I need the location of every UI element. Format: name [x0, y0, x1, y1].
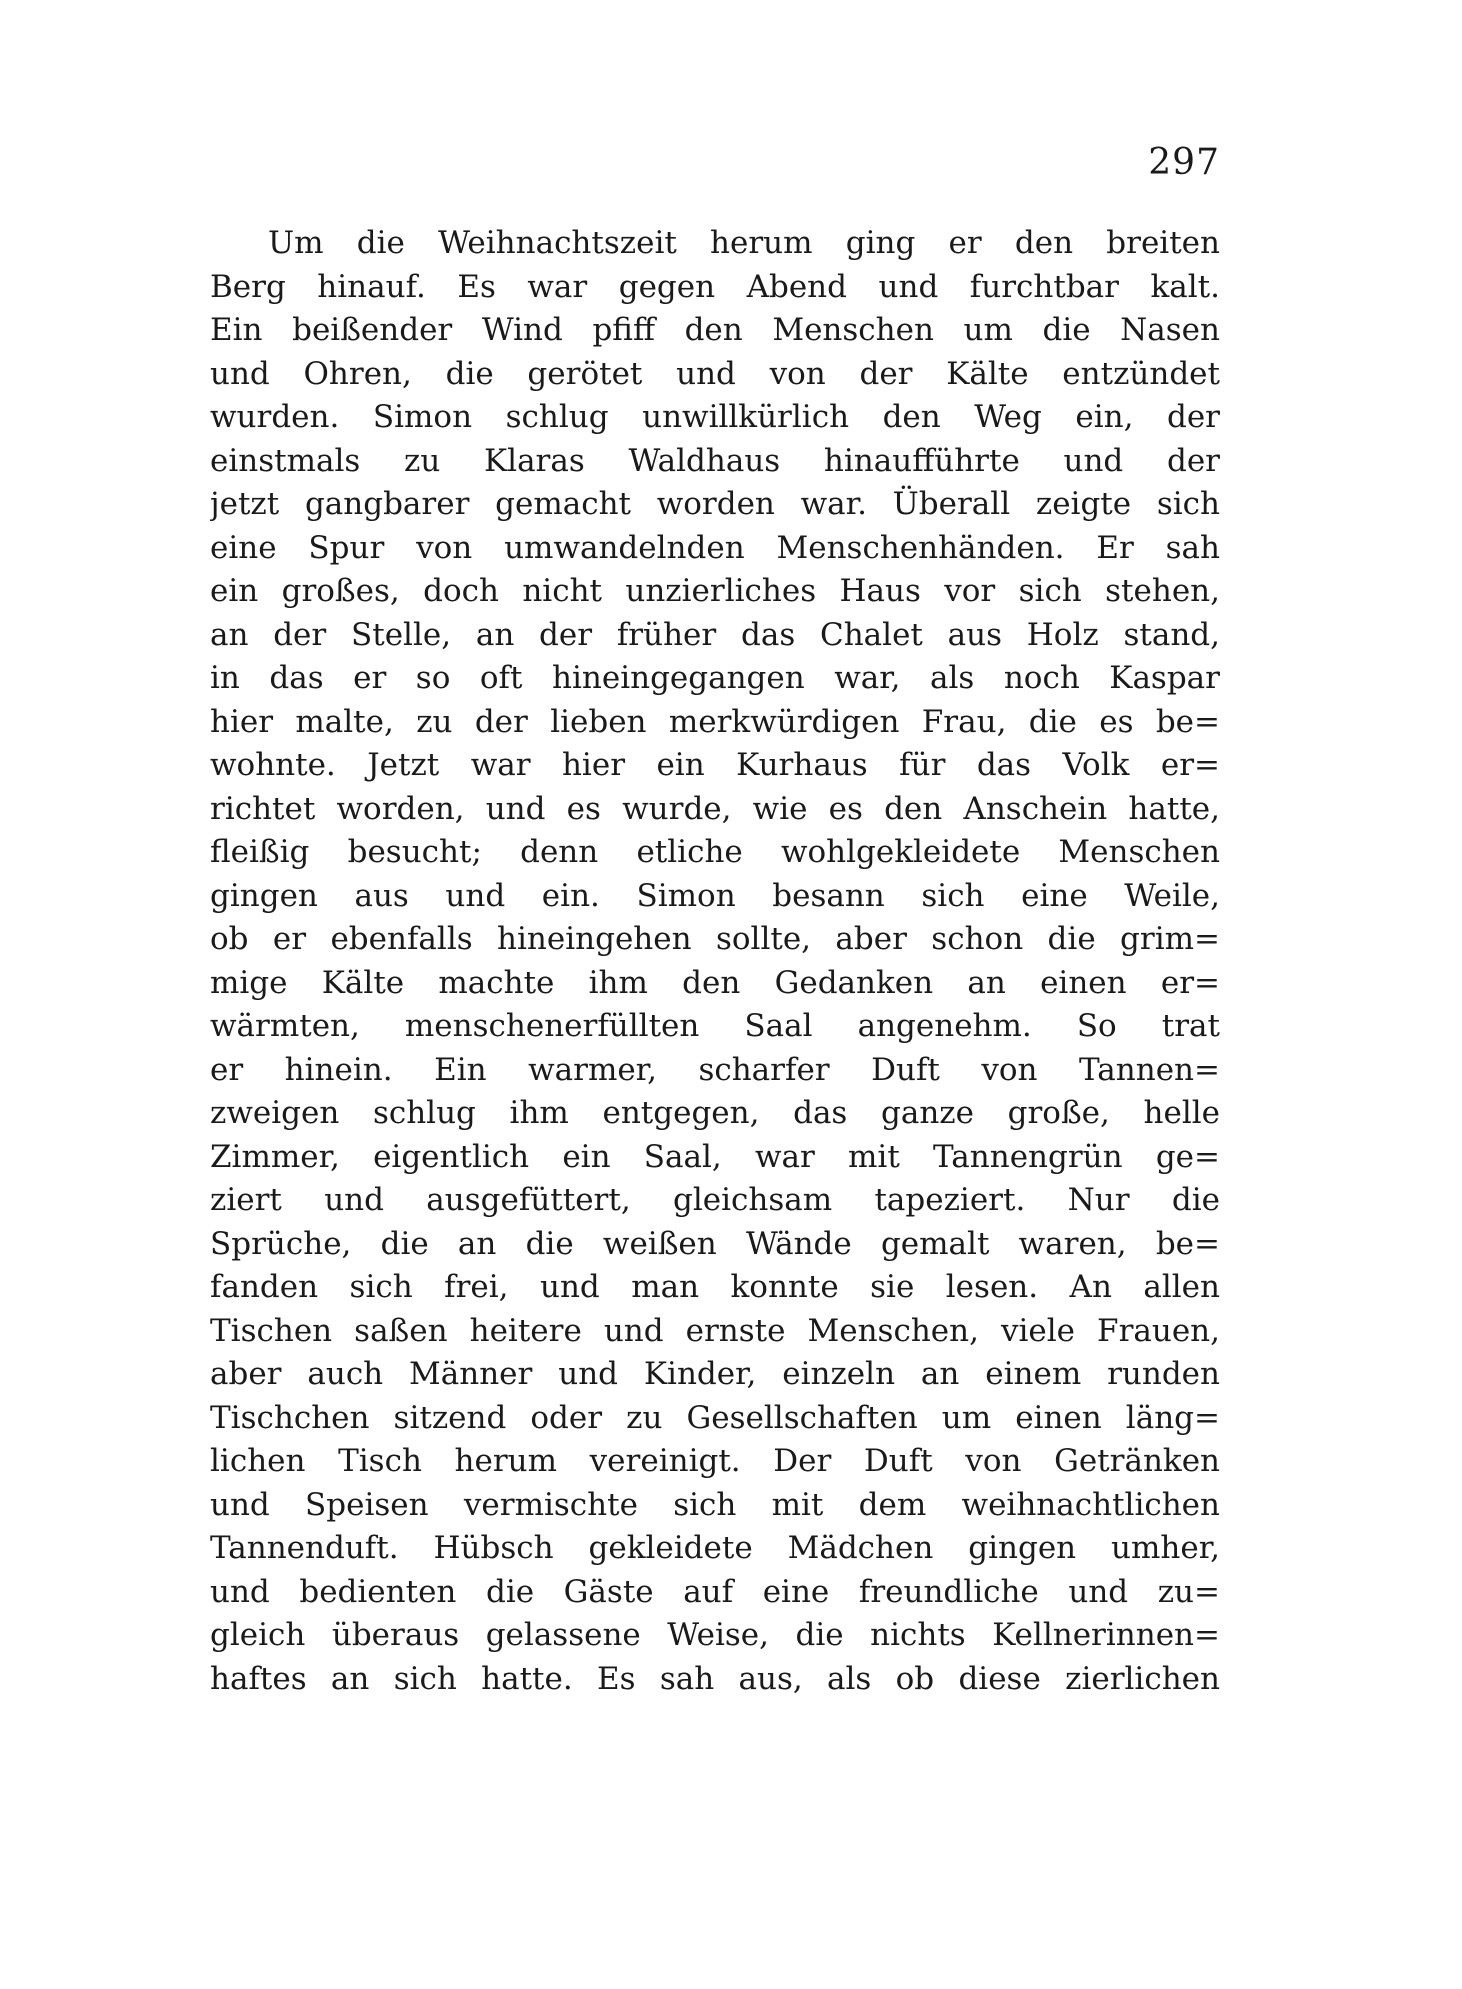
text-line: Sprüche, die an die weißen Wände gemalt waren, be= — [210, 1225, 1220, 1262]
text-line: haftes an sich hatte. Es sah aus, als ob diese zierlichen — [210, 1660, 1220, 1697]
text-line: und Speisen vermischte sich mit dem weihnachtlichen — [210, 1486, 1220, 1523]
text-line: richtet worden, und es wurde, wie es den Anschein hatte, — [210, 790, 1220, 827]
text-line: ob er ebenfalls hineingehen sollte, aber schon die grim= — [210, 921, 1220, 957]
text-line: wohnte. Jetzt war hier ein Kurhaus für das Volk er= — [210, 747, 1220, 783]
text-line: Um die Weihnachtszeit herum ging er den breiten — [268, 225, 1220, 261]
text-line: Zimmer, eigentlich ein Saal, war mit Tannengrün ge= — [210, 1138, 1220, 1175]
text-line: und Ohren, die gerötet und von der Kälte entzündet — [210, 355, 1220, 392]
text-line: aber auch Männer und Kinder, einzeln an einem runden — [210, 1356, 1220, 1392]
text-line: gleich überaus gelassene Weise, die nichts Kellnerinnen= — [210, 1617, 1220, 1653]
text-line: wärmten, menschenerfüllten Saal angenehm. So trat — [210, 1008, 1220, 1044]
text-line: jetzt gangbarer gemacht worden war. Überall zeigte sich — [210, 486, 1220, 522]
text-line: zweigen schlug ihm entgegen, das ganze große, helle — [210, 1095, 1220, 1131]
text-line: er hinein. Ein warmer, scharfer Duft von Tannen= — [210, 1051, 1220, 1088]
text-line: eine Spur von umwandelnden Menschenhänden. Er sah — [210, 529, 1220, 566]
text-line: Tischen saßen heitere und ernste Menschen, viele Frauen, — [210, 1312, 1220, 1349]
text-line: Tischchen sitzend oder zu Gesellschaften um einen läng= — [210, 1399, 1220, 1436]
text-line: ein großes, doch nicht unzierliches Haus vor sich stehen, — [210, 573, 1220, 609]
text-line: wurden. Simon schlug unwillkürlich den Weg ein, der — [210, 399, 1220, 435]
text-line: in das er so oft hineingegangen war, als noch Kaspar — [210, 660, 1220, 696]
text-line: ziert und ausgefüttert, gleichsam tapeziert. Nur die — [210, 1182, 1220, 1218]
text-line: und bedienten die Gäste auf eine freundliche und zu= — [210, 1573, 1220, 1610]
text-line: lichen Tisch herum vereinigt. Der Duft von Getränken — [210, 1443, 1220, 1479]
text-line: an der Stelle, an der früher das Chalet aus Holz stand, — [210, 616, 1220, 653]
text-line: hier malte, zu der lieben merkwürdigen Frau, die es be= — [210, 703, 1220, 740]
text-line: Berg hinauf. Es war gegen Abend und furchtbar kalt. — [210, 268, 1220, 305]
text-line: Tannenduft. Hübsch gekleidete Mädchen gingen umher, — [210, 1530, 1220, 1566]
text-line: fanden sich frei, und man konnte sie lesen. An allen — [210, 1269, 1220, 1305]
page-number: 297 — [1148, 142, 1220, 183]
text-line: gingen aus und ein. Simon besann sich eine Weile, — [210, 877, 1220, 914]
body-text — [210, 222, 1220, 1701]
text-line: mige Kälte machte ihm den Gedanken an einen er= — [210, 964, 1220, 1001]
text-line: Ein beißender Wind pfiff den Menschen um die Nasen — [210, 312, 1220, 348]
text-line: fleißig besucht; denn etliche wohlgekleidete Menschen — [210, 834, 1220, 870]
text-line: einstmals zu Klaras Waldhaus hinaufführte und der — [210, 442, 1220, 479]
